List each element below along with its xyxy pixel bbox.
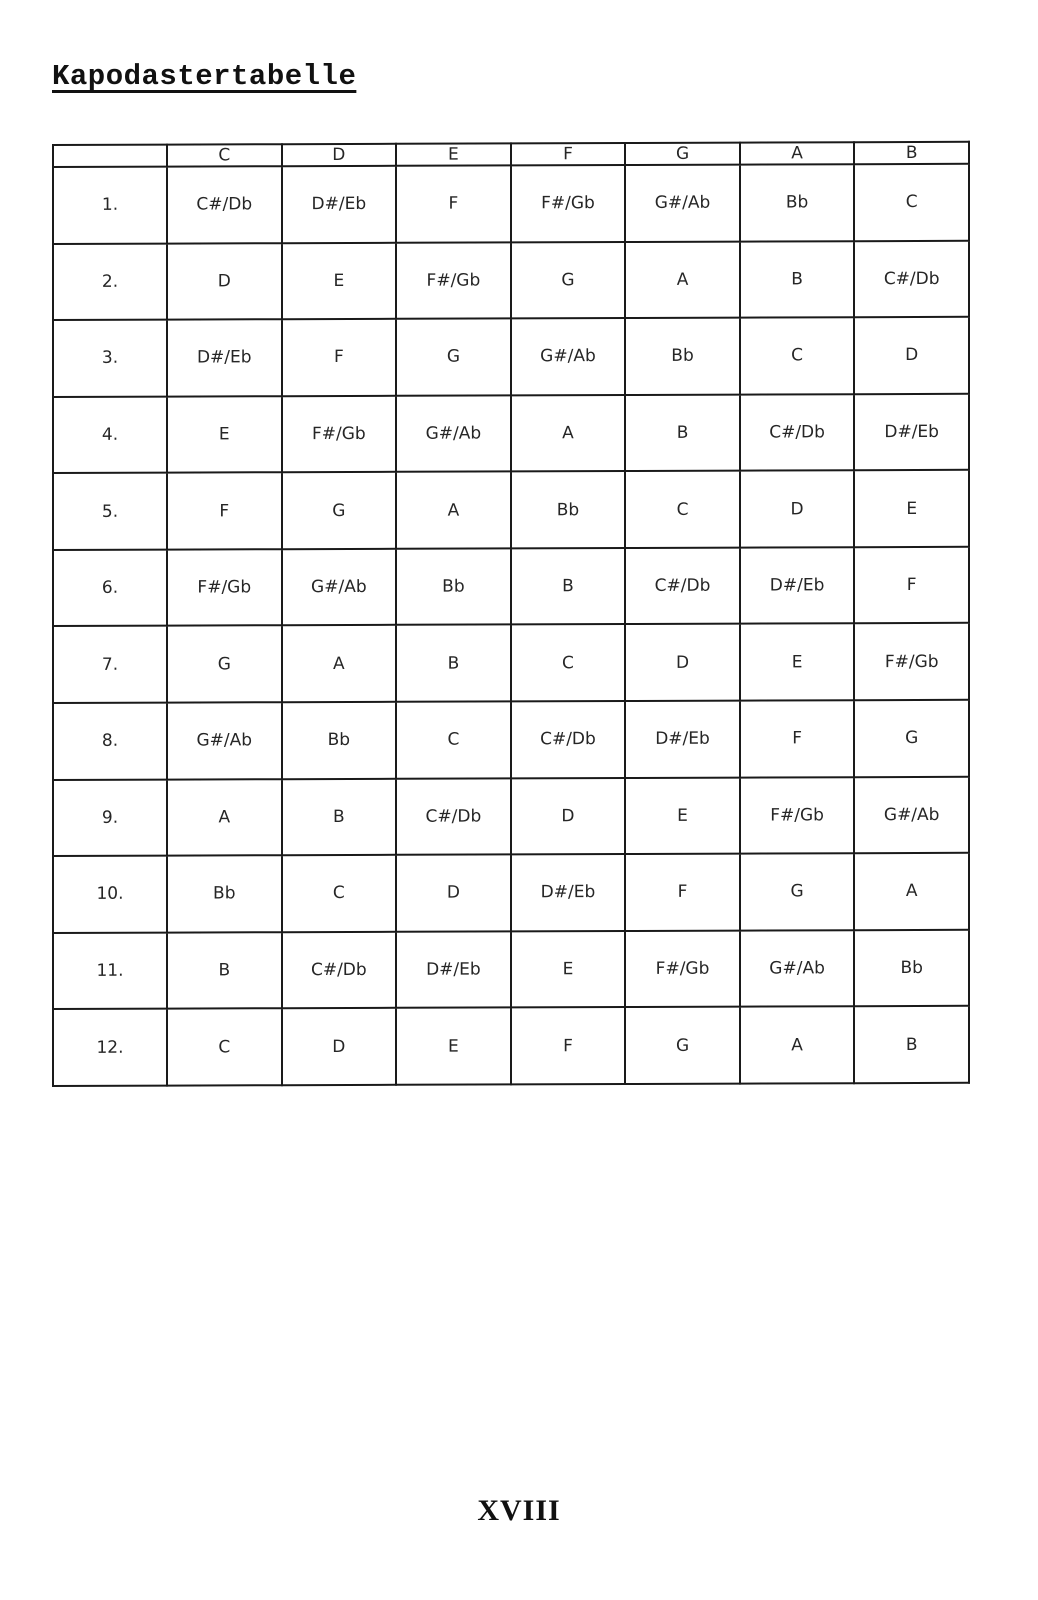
chord-cell: F [511,1007,626,1084]
chord-cell: E [625,777,740,854]
fret-label: 4. [53,396,167,473]
chord-cell: D#/Eb [167,319,282,396]
chord-cell: Bb [740,164,855,241]
chord-cell: C [854,164,969,241]
chord-cell: B [854,1006,969,1083]
fret-label: 9. [53,779,167,856]
chord-cell: D#/Eb [396,931,511,1008]
chord-cell: E [396,1008,511,1085]
corner-cell [53,145,167,167]
fret-label: 6. [53,549,167,626]
chord-cell: D#/Eb [282,166,397,243]
chord-cell: D#/Eb [625,701,740,778]
chord-cell: G [625,1007,740,1084]
table-row [53,623,969,703]
chord-cell: A [396,472,511,549]
chord-cell: C [282,855,397,932]
chord-cell: D [167,243,282,320]
table-row [53,240,969,320]
chord-cell: C#/Db [854,240,969,317]
chord-cell: F#/Gb [167,549,282,626]
chord-cell: C#/Db [282,932,397,1009]
table-row [53,776,969,856]
chord-cell: E [740,624,855,701]
chord-cell: B [625,394,740,471]
chord-cell: F [740,700,855,777]
chord-cell: C [740,317,855,394]
fret-label: 11. [53,932,167,1009]
table-row [53,1006,969,1086]
chord-cell: A [511,395,626,472]
chord-cell: F#/Gb [854,623,969,700]
chord-cell: C [511,624,626,701]
page-number: XVIII [477,1494,561,1527]
fret-label: 12. [53,1009,167,1086]
chord-cell: D [625,624,740,701]
chord-cell: F [167,473,282,550]
chord-cell: C#/Db [625,547,740,624]
chord-cell: D#/Eb [854,394,969,471]
chord-cell: Bb [167,855,282,932]
table-row [53,700,969,780]
chord-cell: B [282,778,397,855]
chord-cell: G#/Ab [167,702,282,779]
fret-label: 1. [53,167,167,244]
chord-cell: A [282,625,397,702]
chord-cell: Bb [282,702,397,779]
chord-cell: C [625,471,740,548]
fret-label: 5. [53,473,167,550]
chord-cell: E [511,931,626,1008]
chord-cell: D [854,317,969,394]
fret-label: 3. [53,320,167,397]
chord-cell: F#/Gb [740,777,855,854]
chord-cell: F [282,319,397,396]
chord-cell: G [740,853,855,930]
column-header: D [282,144,397,166]
chord-cell: B [167,932,282,1009]
chord-cell: E [167,396,282,473]
column-header: B [854,142,969,164]
table-row [53,394,969,474]
chord-cell: D#/Eb [740,547,855,624]
column-header: E [396,143,511,165]
chord-cell: D [511,778,626,855]
table-row [53,164,969,244]
chord-cell: E [854,470,969,547]
header-row [53,142,969,167]
chord-cell: Bb [625,318,740,395]
chord-cell: F#/Gb [625,930,740,1007]
chord-cell: G [854,700,969,777]
table-body [53,164,969,1086]
chord-cell: B [511,548,626,625]
fret-label: 10. [53,856,167,933]
chord-cell: G#/Ab [740,930,855,1007]
table-row [53,547,969,627]
chord-cell: C#/Db [511,701,626,778]
chord-cell: F#/Gb [282,396,397,473]
chord-cell: F#/Gb [396,242,511,319]
chord-cell: Bb [854,930,969,1007]
column-header: A [740,142,855,164]
chord-cell: A [854,853,969,930]
chord-cell: G#/Ab [625,165,740,242]
chord-cell: A [625,241,740,318]
chord-cell: C [167,1009,282,1086]
table-row [53,853,969,933]
chord-cell: B [740,241,855,318]
chord-cell: F [854,547,969,624]
chord-cell: Bb [396,548,511,625]
table-row [53,930,969,1010]
chord-cell: G [396,319,511,396]
chord-cell: D [740,471,855,548]
chord-cell: A [167,779,282,856]
chord-cell: B [396,625,511,702]
capo-chart-table [52,141,970,1087]
table-row [53,470,969,550]
chord-cell: C [396,701,511,778]
capo-table-container [52,141,970,1087]
chord-cell: F [625,854,740,931]
chord-cell: G#/Ab [854,776,969,853]
column-header: G [625,143,740,165]
chord-cell: G#/Ab [396,395,511,472]
chord-cell: G#/Ab [282,549,397,626]
chord-cell: Bb [511,471,626,548]
chord-cell: A [740,1007,855,1084]
chord-cell: D#/Eb [511,854,626,931]
fret-label: 8. [53,703,167,780]
fret-label: 7. [53,626,167,703]
chord-cell: G#/Ab [511,318,626,395]
column-header: C [167,144,282,166]
chord-cell: C#/Db [396,778,511,855]
chord-cell: C#/Db [740,394,855,471]
fret-label: 2. [53,243,167,320]
chord-cell: E [282,242,397,319]
chord-cell: C#/Db [167,166,282,243]
chord-cell: G [511,242,626,319]
chord-cell: F [396,165,511,242]
chord-cell: D [282,1008,397,1085]
chord-cell: D [396,855,511,932]
chord-cell: G [282,472,397,549]
column-header: F [511,143,626,165]
chord-cell: G [167,626,282,703]
chord-cell: F#/Gb [511,165,626,242]
table-row [53,317,969,397]
page-title: Kapodastertabelle [52,60,357,93]
